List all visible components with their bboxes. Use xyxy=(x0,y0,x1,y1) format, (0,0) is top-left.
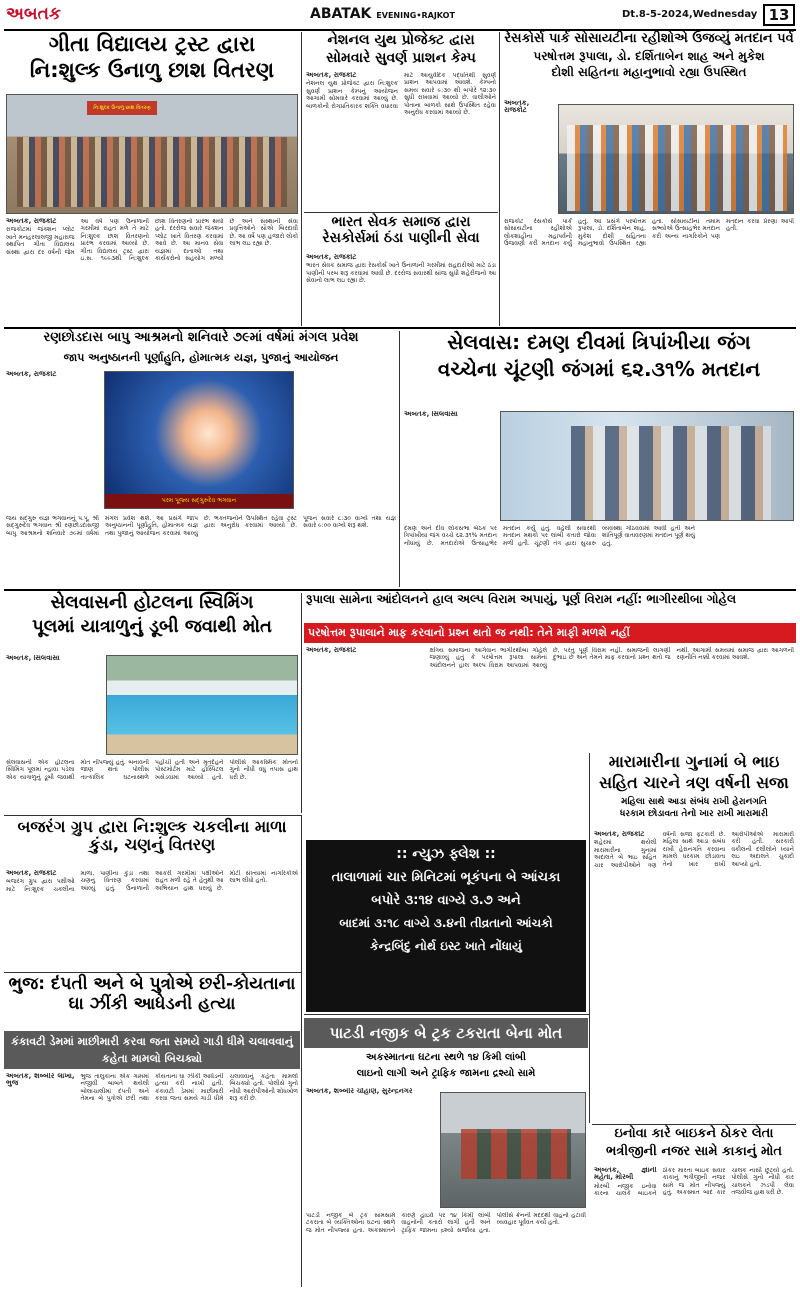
headline-line2: વચ્ચેના ચૂંટણી જંગમાં ૬૨.૩૧% મતદાન xyxy=(437,357,761,381)
photo-caption: પરમ પૂજ્ય સદ્ગુરુદેવ ભગવાન xyxy=(105,494,293,508)
headline-line1: મારામારીના ગુનામાં બે ભાઇ xyxy=(608,752,780,771)
story-body: અબતક, રાજકોટ શહેરમાં થયેલી મારામારીના ગુનામાં અદાલતે બે ભાઇ સહિત ચાર આરોપીઓને ત્રણ વર્ષની સજા ફટકારી છે. મહિલા સાથે આડા સંબંધ રાખી હેરાનગતિ કરવાના મામલે ધરકામ છોડાવતા તેનો ખાર રાખી આરોપીઓએ મારામારી કરી હતી. સરકારી વકીલની દલીલોને ધ્યાને લઇ અદાલતે ચુકાદો આપ્યો હતો. xyxy=(594,831,794,869)
photo-banner: નિ:શુલ્ક ઉનાળુ છાશ વિતરણ xyxy=(87,101,157,115)
news-flash-line3: બાદમાં ૩:૧૮ વાગ્યે ૩.૪ની તીવ્રતાનો આંચકો xyxy=(339,916,553,930)
headline-line2: સોમવારે સુવર્ણ પ્રાશન કેમ્પ xyxy=(326,50,476,67)
photo-truck-accident xyxy=(440,1092,586,1208)
story-body: અબતક, શબ્બીર લાખા, ભુજ ભુજ તાલુકાના એક ગામમાં નજીવી બાબતે થયેલી બોલાચાલીમાં દંપતી અને તેમના બે પુત્રોએ છરી તથા કોયતાના ઘા ઝીંકી આધેડની હત્યા કરી નાખી હતી. કંકાવટી ડેમમાં માછીમારી કરવા જતા સમયે ગાડી ધીમે ચલાવવાનું કહેતા મામલો બિચક્યો હતો. પોલીસે ગુનો નોંધી આરોપીઓની શોધખોળ શરૂ કરી છે. xyxy=(6,1073,298,1103)
story-innova-bike-accident xyxy=(592,1127,796,1287)
subhead: જાપ અનુષ્ઠાનની પૂર્ણાહુતિ, હોમાત્મક યજ્ઞ, પુજાનું આયોજન xyxy=(63,350,339,364)
story-body-left: અબતક, સિલવાસા xyxy=(404,411,458,418)
photo-trucks xyxy=(461,1129,571,1179)
subhead-line2: ધરકામ છોડાવતા તેનો ખાર રાખી મારામારી xyxy=(620,809,768,820)
story-bajrang-group xyxy=(4,818,300,970)
page-number: 13 xyxy=(763,4,795,26)
headline-line1: ઇનોવા કારે બાઇકને ઠોકર લેતા xyxy=(614,1126,774,1141)
story-body: પાટડી નજીક બે ટ્રક સામસામે ટકરાતા બે વ્યક્તિઓના ઘટના સ્થળે જ મોત નીપજ્યા હતા. અકસ્માતને કારણે હાઇવે પર ૧૪ કિમી લાંબી વાહનોની કતારો લાગી હતી અને ટ્રાફિક જામના દ્રશ્યો સર્જાયા હતા. પોલીસે ક્રેનની મદદથી વાહનો હટાવી વ્યવહાર પૂર્વવત કર્યો હતો. xyxy=(306,1212,586,1234)
subhead-box: કંકાવટી ડેમમાં માછીમારી કરવા જતા સમયે ગાડી ધીમે ચલાવવાનું કહેતા મામલો બિચક્યો xyxy=(4,1031,300,1069)
story-body: દમણ અને દીવ લોકસભા બેઠક પર ત્રિપાંખીયા જંગ વચ્ચે ૬૨.૩૧% મતદાન નોંધાયું છે. મતદારોએ ઉત્સાહભેર મતદાન કર્યું હતું. વહેલી સવારથી મતદાન મથકો પર લાંબી કતારો જોવા મળી હતી. ચૂંટણી તંત્ર દ્વારા સુચારુ વ્યવસ્થા ગોઠવવામાં આવી હતી અને શાંતિપૂર્ણ વાતાવરણમાં મતદાન પૂર્ણ થયું હતું. xyxy=(404,525,695,547)
headline-line1: ગીતા વિદ્યાલય ટ્રસ્ટ દ્વારા xyxy=(48,32,256,56)
photo-swimming-pool xyxy=(106,655,298,755)
headline-box: પાટડી નજીક બે ટ્રક ટકરાતા બેના મોત xyxy=(304,1018,588,1048)
story-ranchhoddas-ashram xyxy=(4,331,398,587)
news-flash-header: :: ન્યુઝ ફ્લેશ :: xyxy=(396,846,496,862)
headline: ભારત સેવક સમાજ દ્વારા રેસકોર્સમાં ઠંડા પાણીની સેવા xyxy=(322,214,480,247)
headline-line1: સેલવાસની હોટલના સ્વિમિંગ xyxy=(50,592,254,613)
story-body: અબતક, રાજકોટ ભારત સેવક સમાજ દ્વારા રેસકોર્સ ખાતે ઉનાળાની ગરમીમાં રાહદારીઓ માટે ઠંડા પાણીની પરબ શરૂ કરવામાં આવી છે. દરરોજ સવારથી સાંજ સુધી શહેરીજનો આ સેવાનો લાભ લઇ રહ્યા છે. xyxy=(306,254,496,285)
subhead-line1: અકસ્માતના ઘટના સ્થળે ૧૪ કિમી લાંબી xyxy=(366,1052,526,1063)
photo-chhas-distribution xyxy=(6,94,298,214)
story-body-left: અબતક, શબ્બીર ચૌહાણ, સુરેન્દ્રનગર xyxy=(306,1088,413,1095)
story-racecourse-voting xyxy=(502,32,796,326)
story-body: અબતક, જ્ઞાની મહેતા, મોરબી મોરબી નજીક ઇનોવા કારના ચાલકે બાઇકને ઠોકર મારતા બાઇક સવાર કાકાનું ભત્રીજીની નજર સામે જ મોત નીપજ્યું હતું. અકસ્માત બાદ કાર ચાલક નાસી છૂટ્યો હતો. પોલીસે ગુનો નોંધી કાર ચાલકને ઝડપી લેવા તજવીજ હાથ ધરી છે. xyxy=(594,1167,794,1198)
photo-voter-finger xyxy=(500,411,794,521)
date-line: Dt.8-5-2024,Wednesday xyxy=(622,9,758,20)
story-swimming-pool-death xyxy=(4,593,300,813)
headline-line1: રેસકોર્સ પાર્ક સોસાયટીના રહીશોએ ઉજવ્યું મતદાન પર્વ xyxy=(504,31,794,46)
story-bharat-sevak xyxy=(304,214,498,326)
headline-line1: નેશનલ યુથ પ્રોજેક્ટ દ્વારા xyxy=(327,32,475,48)
story-fight-sentence xyxy=(592,753,796,1123)
news-flash-line1: તાલાળામાં ચાર મિનિટમાં ભૂકંપના બે આંચકા xyxy=(331,870,561,885)
photo-people xyxy=(571,426,771,520)
story-bhuj-murder xyxy=(4,975,300,1287)
paper-name: ABATAK EVENING•RAJKOT xyxy=(310,6,455,22)
story-patdi-truck-accident xyxy=(304,1018,588,1288)
headline: રૂપાલા સામેના આંદોલનને હાલ અલ્પ વિરામ અપાયું, પૂર્ણ વિરામ નહીં: ભાગીરથીબા ગોહેલ xyxy=(306,592,737,606)
photo-people xyxy=(17,137,287,207)
story-body: સેલવાસની એક હોટલના સ્વિમિંગ પૂલમાં ન્હાવા પડેલા એક યાત્રાળુનું ડૂબી જવાથી મોત નીપજ્યું હતું. બનાવની જાણ થતાં પોલીસ તાત્કાલિક ઘટનાસ્થળે પહોંચી હતી અને મૃતદેહને પોસ્ટમોર્ટમ માટે હોસ્પિટલ ખસેડવામાં આવ્યો હતો. પોલીસે આકસ્મિક મોતનો ગુનો નોંધી વધુ તપાસ હાથ ધરી છે. xyxy=(6,759,298,781)
story-gita-vidyalay xyxy=(4,32,300,326)
headline: રણછોડદાસ બાપુ આશ્રમનો શનિવારે ૭૯માં વર્ષમાં મંગલ પ્રવેશ xyxy=(43,330,359,345)
story-rupala-protest xyxy=(304,593,796,751)
photo-voting-leaders xyxy=(558,104,794,214)
story-body: અબતક, રાજકોટ ક્ષત્રિય સમાજના આગેવાન ભાગીરથીબા ગોહેલે જણાવ્યું હતું કે પરષોત્તમ રૂપાલા સામેના આંદોલનને હાલ અલ્પ વિરામ આપવામાં આવ્યું છે, પરંતુ પૂર્ણ વિરામ નહીં. સમાજની લાગણી દુભાઇ છે અને તેમને માફ કરવાનો પ્રશ્ન થતો જ નથી. આગામી સમયમાં સમાજ દ્વારા આગળની રણનીતિ નક્કી કરવામાં આવશે. xyxy=(306,647,794,669)
story-body: જય સદ્ગુરુ યજ્ઞ ભગવાનનું પ.પૂ. શ્રી સદ્ગુરુદેવ ભગવાન શ્રી રણછોડદાસજી બાપુ આશ્રમનો શનિવારે ૭૯માં વર્ષમાં મંગલ પ્રવેશ થશે. આ પ્રસંગે જાપ અનુષ્ઠાનની પૂર્ણાહુતિ, હોમાત્મક યજ્ઞ તથા પુજાનું આયોજન કરવામાં આવ્યું છે. ભક્તજનોને ઉપસ્થિત રહેવા ટ્રસ્ટ દ્વારા અનુરોધ કરવામાં આવ્યો છે. પૂજન સવારે ૮:૩૦ વાગ્યે તથા યજ્ઞ સવારે ૯:૦૦ વાગ્યે શરૂ થશે. xyxy=(6,515,396,537)
story-body: અબતક, રાજકોટ નેશનલ યુથ પ્રોજેક્ટ દ્વારા નિ:શુલ્ક સુવર્ણ પ્રાશન કેમ્પનું આયોજન આગામી સોમવારે કરવામાં આવ્યું છે. બાળકોની રોગપ્રતિકારક શક્તિ વધારવા માટે આયુર્વેદિક પદ્ધતિથી સુવર્ણ પ્રાશન આપવામાં આવશે. કેમ્પનો સમય સવારે ૯:૩૦ થી બપોરે ૧૨:૩૦ સુધી રાખવામાં આવ્યો છે. વાલીઓને પોતાના બાળકો સાથે ઉપસ્થિત રહેવા અનુરોધ કરવામાં આવ્યો છે. xyxy=(306,72,496,117)
news-flash-line2: બપોરે ૩:૧૪ વાગ્યે ૩.૭ અને xyxy=(371,893,521,908)
headline-line2: ભત્રીજીની નજર સામે કાકાનું મોત xyxy=(605,1143,783,1159)
headline: બજરંગ ગ્રુપ દ્વારા નિ:શુલ્ક ચકલીના માળા કુંડા, ચણનું વિતરણ xyxy=(17,817,287,855)
story-youth-project xyxy=(304,32,498,212)
headline-line2: પૂલમાં યાત્રાળુનું ડૂબી જવાથી મોત xyxy=(32,615,272,637)
story-body-left: અબતક, સિલવાસા xyxy=(6,655,60,662)
story-body: અબતક, રાજકોટ બજરંગ ગ્રુપ દ્વારા પક્ષીઓ માટે નિ:શુલ્ક ચકલીના માળા, પાણીના કુંડા તથા ચણનું વિતરણ કરવામાં આવ્યું હતું. ઉનાળાની આકરી ગરમીમાં પક્ષીઓને રાહત મળી રહે તે હેતુથી આ અભિયાન હાથ ધરાયું છે. મોટી સંખ્યામાં નાગરિકોએ લાભ લીધો હતો. xyxy=(6,870,298,893)
story-body-left: અબતક, રાજકોટ xyxy=(6,371,57,378)
photo-bapu-portrait xyxy=(104,371,294,509)
headline-line2: નિ:શુલ્ક ઉનાળુ છાશ વિતરણ xyxy=(29,58,275,83)
red-strip-quote: પરષોત્તમ રૂપાલાને માફ કરવાનો પ્રશ્ન થતો જ નથી: તેને માફી મળશે નહીં xyxy=(304,623,796,643)
story-body-side: અબતક, રાજકોટ xyxy=(504,100,530,115)
subhead-line2: લાઇનો લાગી અને ટ્રાફિક જામના દ્રશ્યો સામે xyxy=(356,1068,536,1079)
headline-line1: સેલવાસ: દમણ દીવમાં ત્રિપાંખીયા જંગ xyxy=(447,330,751,354)
headline-line2: પરષોત્તમ રૂપાલા, ડો. દર્શિતાબેન શાહ અને મુકેશ xyxy=(533,48,765,63)
story-body: અબતક, રાજકોટ રાજકોટમાં જંક્શન પ્લોટ ખાતે મનહરલાલજી મહારાજ સ્થાપિત ગીતા વિદ્યાલય સંસ્થા દ્વારા દર વર્ષની જેમ આ વર્ષે પણ ઉનાળાની ગરમીમાં રાહત મળે તે માટે નિ:શુલ્ક છાશ વિતરણનો પ્રારંભ કરવામાં આવ્યો છે. ગીતા વિદ્યાલય ટ્રસ્ટ દ્વારા ઇ.સ. ૧૯૯૩થી નિ:શુલ્ક છાશ વિતરણનો પ્રારંભ થયો હતો. દરરોજ સવારે જંક્શન પ્લોટ ખાતે વિતરણ કરવામાં આવે છે. આ માનવ સેવા યજ્ઞમાં દાતાઓ તથા કાર્યકરોનો સહયોગ મળ્યો છે અને સંસ્થાની સેવા પ્રવૃત્તિઓને સૌએ બિરદાવી છે. આ વર્ષે પણ હજારો લોકો લાભ લઇ રહ્યા છે. xyxy=(6,218,298,263)
photo-people xyxy=(567,125,787,211)
story-daman-diu-voting xyxy=(402,331,796,587)
headline: ભુજ: દંપતી અને બે પુત્રોએ છરી-કોયતાના ઘા ઝીંકી આધેડની હત્યા xyxy=(8,974,296,1014)
story-body: રાજકોટ રેસકોર્સ પાર્ક સોસાયટીના રહીશોએ લોકશાહીના મહાપર્વની ઉજવણી કરી મતદાન કર્યું હતું. આ પ્રસંગે પરષોત્તમ રૂપાલા, ડો. દર્શિતાબેન શાહ, મુકેશ દોશી સહિતના મહાનુભાવો ઉપસ્થિત રહ્યા હતા. સોસાયટીના તમામ સભ્યોએ ઉત્સાહભેર મતદાન કરી અન્ય નાગરિકોને પણ મતદાન કરવા પ્રેરણા આપી હતી. xyxy=(504,218,794,248)
headline-line3: દોશી સહિતના મહાનુભાવો રહ્યા ઉપસ્થિત xyxy=(551,64,747,79)
subhead-line1: મહિલા સાથે આડા સંબંધ રાખી હેરાનગતિ xyxy=(621,796,767,807)
logo: અબતક xyxy=(6,4,61,24)
masthead xyxy=(0,0,800,30)
news-flash-box xyxy=(306,840,586,1012)
news-flash-line4: કેન્દ્રબિંદુ નોર્થ ઇસ્ટ ખાતે નોંધાયું xyxy=(370,939,522,953)
headline-line2: સહિત ચારને ત્રણ વર્ષની સજા xyxy=(599,773,789,793)
